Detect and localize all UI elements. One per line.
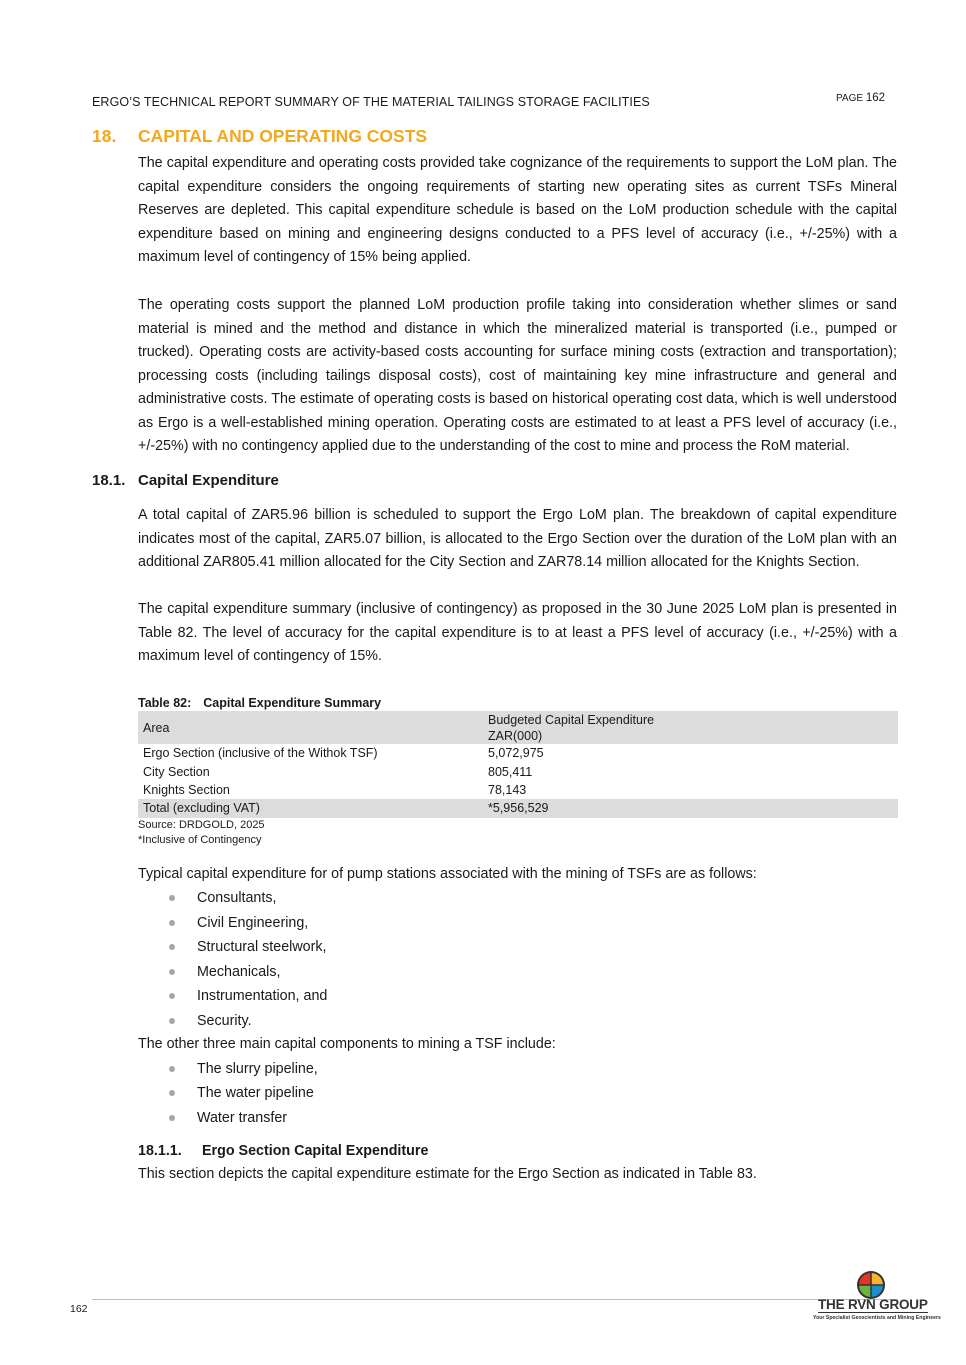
section-number: 18.	[92, 126, 117, 146]
footer-divider	[92, 1299, 898, 1300]
list-item: Consultants,	[197, 890, 277, 906]
header-budgeted-capex-line1: Budgeted Capital Expenditure	[488, 712, 655, 727]
table-header-row	[138, 711, 898, 744]
logo-tagline: Your Specialist Geoscientists and Mining Engineers	[813, 1315, 941, 1321]
list-intro-pump-stations: Typical capital expenditure for of pump stations associated with the mining of TSFs are as follows:	[138, 866, 757, 882]
subsection-heading	[92, 472, 279, 489]
header-page-label	[836, 92, 885, 104]
row-area: City Section	[143, 764, 210, 779]
bullet-icon	[169, 895, 175, 901]
bullet-icon	[169, 969, 175, 975]
list-item: Civil Engineering,	[197, 915, 309, 931]
subsubsection-title: Ergo Section Capital Expenditure	[202, 1143, 429, 1159]
header-budgeted-capex	[483, 711, 898, 744]
section-heading	[92, 126, 428, 147]
bullet-icon	[169, 993, 175, 999]
subsubsection-text: This section depicts the capital expenditure estimate for the Ergo Section as indicated in Table 83.	[138, 1166, 757, 1182]
list-item: Instrumentation, and	[197, 988, 328, 1004]
list-intro-main-components: The other three main capital components to mining a TSF include:	[138, 1036, 556, 1052]
subsubsection-number: 18.1.1.	[138, 1143, 182, 1159]
row-value: 78,143	[488, 782, 527, 797]
table-total-row	[138, 799, 898, 817]
list-item: The water pipeline	[197, 1085, 314, 1101]
list-item: Water transfer	[197, 1110, 288, 1126]
table-source: Source: DRDGOLD, 2025	[138, 819, 265, 831]
header-page-prefix: PAGE	[836, 93, 864, 104]
row-value: 805,411	[488, 764, 533, 779]
bullet-icon	[169, 1066, 175, 1072]
row-area: Knights Section	[143, 782, 230, 797]
table-caption-text: Capital Expenditure Summary	[203, 696, 382, 710]
subsection-paragraph-2: The capital expenditure summary (inclusive of contingency) as proposed in the 30 June 2025 LoM plan is presented in Table 82. The level of accuracy for the capital expenditure is to at least a PFS level of accuracy (i.e., +/-25%) with a maximum level of contingency of 15%.	[138, 601, 897, 664]
row-value: 5,072,975	[488, 746, 544, 761]
subsubsection-heading	[138, 1143, 429, 1159]
table-row	[138, 744, 898, 762]
logo-company-name: THE RVN GROUP	[818, 1297, 928, 1312]
list-item: Structural steelwork,	[197, 939, 327, 955]
section-paragraph-2: The operating costs support the planned LoM production profile taking into consideration whether slimes or sand material is mined and the method and distance in which the mineralized material is transported (i.e., pumped or trucked). Operating costs are activity-based costs accounting for surface mining costs (extraction and transportation); processing costs (including tailings disposal costs), cost of maintaining key mine infrastructure and general and administrative costs. The estimate of operating costs is based on historical operating cost data, which is well understood as Ergo is a well-established mining operation. Operating costs are estimated to at least a PFS level of accuracy (i.e., +/-25%) with no contingency applied due to the understanding of the cost to mine and process the RoM material.	[138, 297, 897, 454]
table-row	[138, 781, 898, 799]
header-area: Area	[138, 711, 483, 744]
rvn-logo-icon	[856, 1270, 886, 1300]
subsection-number: 18.1.	[92, 472, 126, 489]
row-value: *5,956,529	[483, 799, 898, 817]
section-paragraph-1: The capital expenditure and operating costs provided take cognizance of the requirements to support the LoM plan. The capital expenditure considers the ongoing requirements of starting new operating sites as current TSFs Mineral Reserves are depleted. This capital expenditure schedule is based on the LoM production schedule with the capital expenditure based on mining and engineering designs conducted to a PFS level of accuracy (i.e., +/-25%) with a maximum level of contingency of 15% being applied.	[138, 155, 897, 265]
row-area: Total (excluding VAT)	[138, 799, 483, 817]
bullet-icon	[169, 1090, 175, 1096]
footer-page-number: 162	[70, 1303, 88, 1315]
row-area: Ergo Section (inclusive of the Withok TSF)	[143, 746, 378, 761]
report-header-title: ERGO’S TECHNICAL REPORT SUMMARY OF THE MATERIAL TAILINGS STORAGE FACILITIES	[92, 95, 650, 109]
subsection-title: Capital Expenditure	[138, 472, 279, 489]
bullet-icon	[169, 944, 175, 950]
table-row	[138, 762, 898, 780]
capex-summary-table	[138, 711, 898, 818]
subsection-paragraph-1: A total capital of ZAR5.96 billion is scheduled to support the Ergo LoM plan. The breakdown of capital expenditure indicates most of the capital, ZAR5.07 billion, is allocated to the Ergo Section over the duration of the LoM plan with an additional ZAR805.41 million allocated for the City Section and ZAR78.14 million allocated for the Knights Section.	[138, 507, 897, 570]
bullet-icon	[169, 920, 175, 926]
table-caption	[138, 696, 381, 710]
header-page-number: 162	[865, 92, 886, 104]
list-item: Security.	[197, 1013, 252, 1029]
table-note: *Inclusive of Contingency	[138, 834, 262, 846]
table-label: Table 82:	[138, 696, 192, 710]
list-item: Mechanicals,	[197, 964, 281, 980]
section-title: CAPITAL AND OPERATING COSTS	[138, 126, 428, 146]
bullet-icon	[169, 1018, 175, 1024]
header-budgeted-capex-line2: ZAR(000)	[488, 728, 543, 743]
bullet-icon	[169, 1115, 175, 1121]
list-item: The slurry pipeline,	[197, 1061, 318, 1077]
